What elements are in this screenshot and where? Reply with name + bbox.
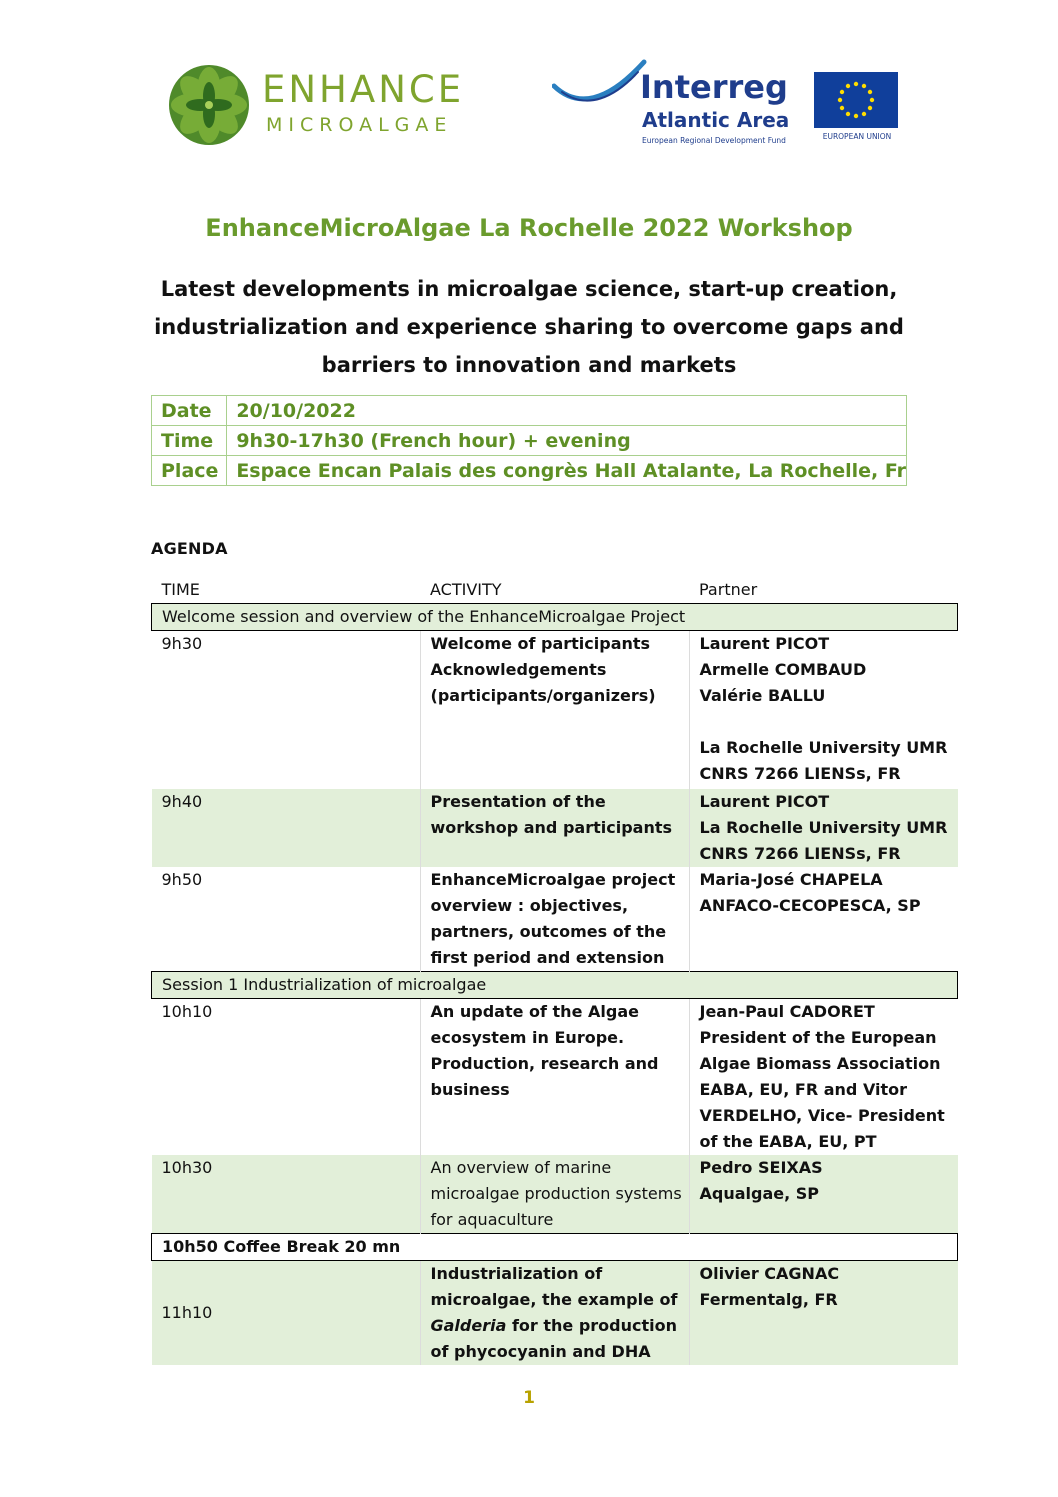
info-value: Espace Encan Palais des congrès Hall Atalante, La Rochelle, Fr: [227, 456, 907, 486]
enhance-microalgae-logo: [168, 64, 488, 148]
event-info-table: [151, 395, 907, 486]
agenda-row: [152, 867, 958, 972]
info-key: Place: [152, 456, 227, 486]
agenda-time: 9h40: [152, 789, 421, 867]
page-subtitle: Latest developments in microalgae science, start-up creation, industrialization and experience sharing to overcome gaps and barriers to innovation and markets: [154, 277, 904, 377]
agenda-time: 10h30: [152, 1155, 421, 1234]
agenda-row: [152, 1155, 958, 1234]
activity-text: Industrialization of microalgae, the example of: [430, 1263, 678, 1309]
agenda-row: [152, 998, 958, 1155]
info-value: 20/10/2022: [227, 396, 907, 426]
page-number: 1: [523, 1388, 535, 1408]
agenda-activity: EnhanceMicroalgae project overview : objectives, partners, outcomes of the first period and extension: [420, 867, 689, 972]
session-row: [152, 971, 958, 998]
session-row: [152, 604, 958, 631]
agenda-time: 11h10: [152, 1260, 421, 1365]
agenda-partner: Laurent PICOT La Rochelle University UMR CNRS 7266 LIENSs, FR: [689, 789, 958, 867]
agenda-partner: Olivier CAGNAC Fermentalg, FR: [689, 1260, 958, 1365]
microalgae-brand-text: MICROALGAE: [266, 114, 453, 136]
agenda-row: [152, 789, 958, 867]
agenda-activity: Presentation of the workshop and participants: [420, 789, 689, 867]
info-key: Date: [152, 396, 227, 426]
swoosh-icon: [552, 58, 652, 118]
activity-emphasis: Galderia: [430, 1315, 507, 1335]
column-header-activity: ACTIVITY: [430, 580, 502, 599]
agenda-time: 9h30: [161, 634, 203, 653]
info-value: 9h30-17h30 (French hour) + evening: [227, 426, 907, 456]
agenda-partner: Laurent PICOT Armelle COMBAUD Valérie BALLU La Rochelle University UMR CNRS 7266 LIENSs, FR: [689, 631, 958, 789]
activity-text: for the production of phycocyanin and DHA: [430, 1315, 678, 1361]
info-row: [152, 426, 907, 456]
agenda-heading: AGENDA: [151, 539, 228, 558]
column-header-partner: Partner: [699, 580, 758, 599]
session-title: Session 1 Industrialization of microalgae: [152, 971, 958, 998]
enhance-brand-text: ENHANCE: [262, 68, 465, 111]
agenda-activity: [420, 1260, 689, 1365]
agenda-partner: Maria-José CHAPELA ANFACO-CECOPESCA, SP: [689, 867, 958, 972]
info-row: [152, 456, 907, 486]
agenda-time: 10h10: [161, 1001, 213, 1021]
info-row: [152, 396, 907, 426]
interreg-name: Interreg: [640, 68, 788, 106]
european-union-text: EUROPEAN UNION: [822, 132, 892, 141]
agenda-partner: Pedro SEIXAS Aqualgae, SP: [689, 1155, 958, 1234]
agenda-row: [152, 1260, 958, 1365]
interreg-logo: [552, 58, 902, 148]
erdf-text: European Regional Development Fund: [642, 136, 786, 145]
agenda-table: [151, 575, 958, 1365]
atlantic-area-name: Atlantic Area: [642, 108, 790, 132]
agenda-header-row: [152, 575, 958, 604]
page-title: EnhanceMicroAlgae La Rochelle 2022 Workshop: [205, 214, 853, 242]
agenda-activity: An update of the Algae ecosystem in Europe. Production, research and business: [420, 998, 689, 1155]
eu-flag-icon: [814, 72, 898, 128]
agenda-row: [152, 631, 958, 789]
break-label: 10h50 Coffee Break 20 mn: [152, 1233, 958, 1260]
session-title: Welcome session and overview of the EnhanceMicroalgae Project: [152, 604, 958, 631]
agenda-activity: Welcome of participants Acknowledgements (participants/organizers): [420, 631, 689, 789]
agenda-activity: An overview of marine microalgae production systems for aquaculture: [420, 1155, 689, 1234]
agenda-time: 9h50: [161, 869, 203, 889]
flower-logo-icon: [168, 64, 250, 146]
break-row: [152, 1233, 958, 1260]
info-key: Time: [152, 426, 227, 456]
column-header-time: TIME: [161, 580, 200, 599]
agenda-partner: Jean-Paul CADORET President of the European Algae Biomass Association EABA, EU, FR and Vitor VERDELHO, Vice- President of the EABA, EU, PT: [689, 998, 958, 1155]
